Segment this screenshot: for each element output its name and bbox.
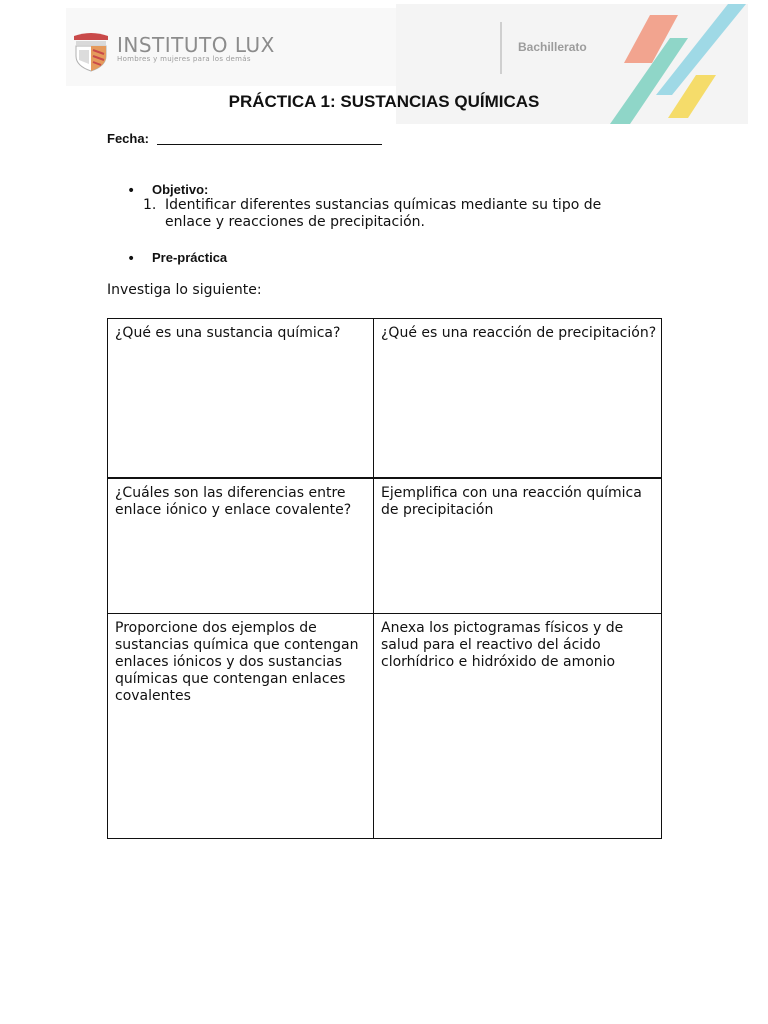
- intro-text: Investiga lo siguiente:: [107, 282, 262, 298]
- table-cell-q4[interactable]: [374, 479, 661, 614]
- prepractice-label: Pre-práctica: [152, 250, 228, 265]
- bullet-icon: •: [127, 183, 136, 199]
- institute-seal-logo: [70, 30, 112, 72]
- question-text: Anexa los pictogramas físicos y de salud para el reactivo del ácido clorhídrico e hidróxido de amonio: [381, 620, 624, 670]
- bullet-icon: •: [127, 251, 136, 267]
- table-cell-q1[interactable]: [108, 319, 374, 479]
- table-cell-q2[interactable]: [374, 319, 661, 479]
- page-title: PRÁCTICA 1: SUSTANCIAS QUÍMICAS: [228, 92, 540, 111]
- institute-tagline: Hombres y mujeres para los demás: [117, 55, 251, 63]
- objective-item: [143, 197, 613, 231]
- table-cell-q3[interactable]: [108, 479, 374, 614]
- institute-name: INSTITUTO LUX: [117, 33, 275, 57]
- question-text: Ejemplifica con una reacción química de precipitación: [381, 485, 642, 518]
- date-field[interactable]: [157, 144, 382, 145]
- table-cell-q5[interactable]: [108, 614, 374, 838]
- question-text: Proporcione dos ejemplos de sustancias química que contengan enlaces iónicos y dos sustancias químicas que contengan enlaces covalentes: [115, 620, 359, 704]
- question-table: [107, 318, 662, 839]
- table-cell-q6[interactable]: [374, 614, 661, 838]
- objective-number: 1.: [143, 197, 157, 213]
- question-text: ¿Qué es una sustancia química?: [115, 325, 341, 341]
- question-text: ¿Cuáles son las diferencias entre enlace iónico y enlace covalente?: [115, 485, 352, 518]
- question-text: ¿Qué es una reacción de precipitación?: [381, 325, 657, 341]
- objective-label: Objetivo:: [152, 182, 209, 197]
- school-level: Bachillerato: [518, 40, 587, 54]
- date-label: Fecha:: [107, 131, 149, 146]
- objective-text: Identificar diferentes sustancias químicas mediante su tipo de enlace y reacciones de precipitación.: [165, 197, 602, 230]
- header-divider: [500, 22, 502, 74]
